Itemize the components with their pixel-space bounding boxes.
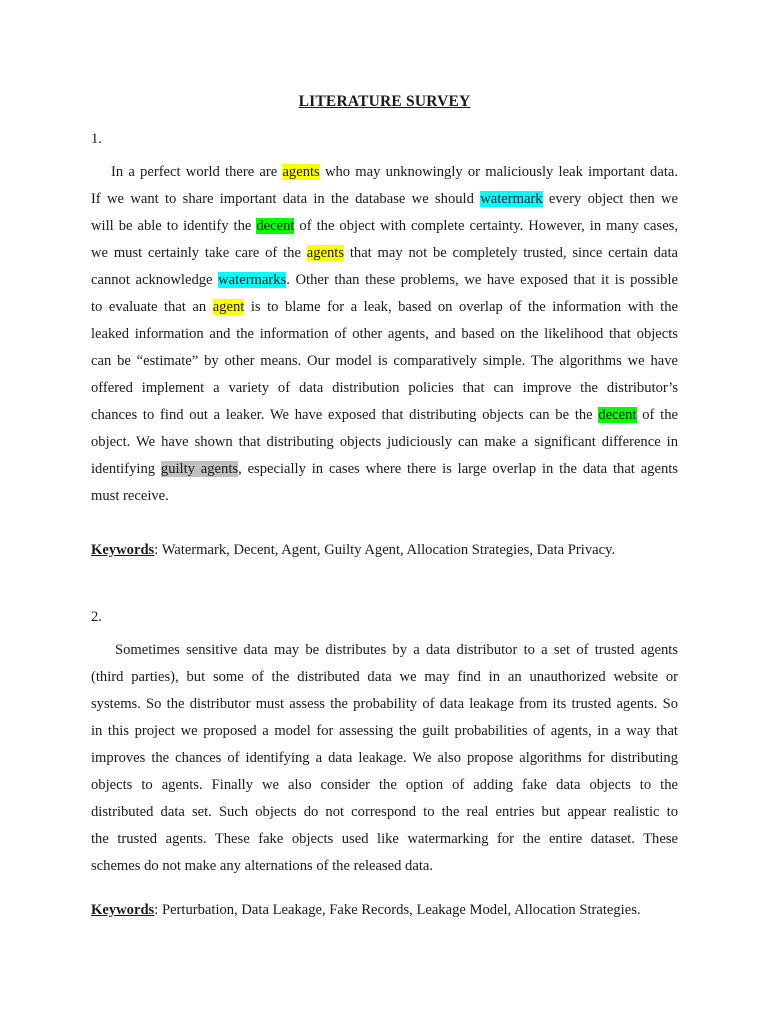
- page-title: LITERATURE SURVEY: [298, 93, 471, 110]
- text-line: If we want to share important data in the database we should watermark every object then we: [91, 191, 678, 207]
- highlighted-term: guilty agents: [160, 461, 239, 477]
- highlighted-term: agent: [212, 299, 245, 315]
- section-2-paragraph: [91, 637, 678, 880]
- highlighted-term: agents: [306, 245, 345, 261]
- text-line: we must certainly take care of the agents that may not be completely trusted, since certain data: [91, 245, 678, 261]
- highlighted-term: agents: [282, 164, 320, 180]
- keywords-label: Keywords: [91, 542, 155, 558]
- highlighted-term: decent: [256, 218, 295, 234]
- text-line: (third parties), but some of the distributed data we may find in an unauthorized website or: [91, 669, 678, 685]
- text-line: cannot acknowledge watermarks. Other than these problems, we have exposed that it is possible: [91, 272, 678, 288]
- section-2-keywords: [91, 902, 678, 919]
- text-line: schemes do not make any alternations of the released data.: [91, 858, 434, 874]
- highlighted-term: decent: [598, 407, 637, 423]
- section-number-1: 1.: [91, 131, 102, 147]
- text-line: object. We have shown that distributing objects judiciously can make a significant difference in: [91, 434, 678, 450]
- text-line: the trusted agents. These fake objects used like watermarking for the entire dataset. These: [91, 831, 678, 847]
- text-line: leaked information and the information of other agents, and based on the likelihood that objects: [91, 326, 678, 342]
- text-line: systems. So the distributor must assess the probability of data leakage from its trusted agents. So: [91, 696, 678, 712]
- text-line: improves the chances of identifying a data leakage. We also propose algorithms for distributing: [91, 750, 678, 766]
- keywords-text: : Perturbation, Data Leakage, Fake Records, Leakage Model, Allocation Strategies.: [154, 902, 641, 918]
- section-1-paragraph: [91, 159, 678, 510]
- text-line: must receive.: [91, 488, 169, 504]
- section-number-2: 2.: [91, 609, 102, 625]
- text-line: identifying guilty agents, especially in cases where there is large overlap in the data that agents: [91, 461, 678, 477]
- keywords-label: Keywords: [91, 902, 155, 918]
- keywords-text: : Watermark, Decent, Agent, Guilty Agent, Allocation Strategies, Data Privacy.: [154, 542, 616, 558]
- text-line: offered implement a variety of data distribution policies that can improve the distributor’s: [91, 380, 678, 396]
- text-line: will be able to identify the decent of the object with complete certainty. However, in many cases,: [91, 218, 678, 234]
- section-1-keywords: [91, 542, 678, 559]
- text-line: can be “estimate” by other means. Our model is comparatively simple. The algorithms we have: [91, 353, 678, 369]
- text-line: to evaluate that an agent is to blame for a leak, based on overlap of the information with the: [91, 299, 679, 315]
- text-line: Sometimes sensitive data may be distributes by a data distributor to a set of trusted agents: [115, 642, 678, 658]
- highlighted-term: watermark: [480, 191, 543, 207]
- highlighted-term: watermarks: [218, 272, 287, 288]
- text-line: In a perfect world there are agents who may unknowingly or maliciously leak important data.: [111, 164, 678, 180]
- text-line: distributed data set. Such objects do not correspond to the real entries but appear realistic to: [91, 804, 678, 820]
- text-line: in this project we proposed a model for assessing the guilt probabilities of agents, in a way that: [91, 723, 678, 739]
- text-line: objects to agents. Finally we also consider the option of adding fake data objects to the: [91, 777, 678, 793]
- text-line: chances to find out a leaker. We have exposed that distributing objects can be the decent of the: [91, 407, 678, 423]
